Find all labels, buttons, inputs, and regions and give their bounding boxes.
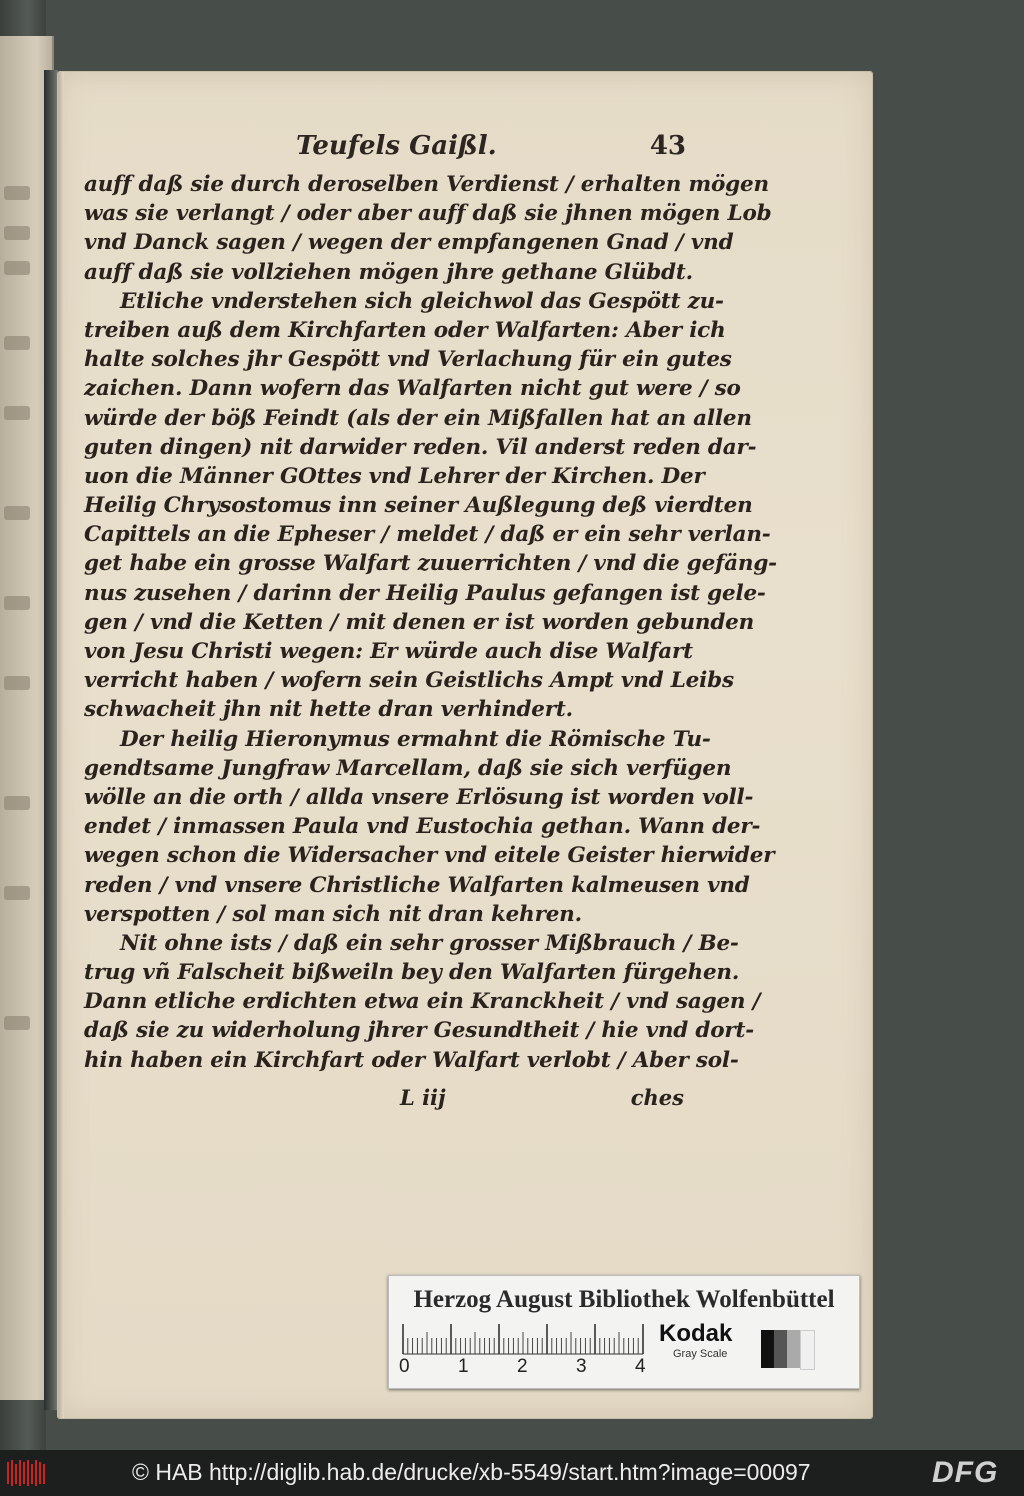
- ruler-number: 1: [458, 1356, 469, 1377]
- ruler-numbers: [399, 1356, 669, 1378]
- signature-mark: L iij: [400, 1085, 446, 1110]
- kodak-logo: Kodak: [659, 1320, 733, 1347]
- text-line: was sie verlangt / oder aber auff daß sie jhnen mögen Lob: [84, 201, 772, 227]
- text-line: zaichen. Dann wofern das Walfarten nicht gut were / so: [84, 376, 741, 402]
- text-line: verricht haben / wofern sein Geistlichs Ampt vnd Leibs: [84, 668, 734, 694]
- text-line: uon die Männer GOttes vnd Lehrer der Kirchen. Der: [84, 463, 705, 489]
- dfg-logo: DFG: [932, 1456, 999, 1489]
- text-line: würde der böß Feindt (als der ein Mißfallen hat an allen: [84, 405, 752, 431]
- text-line: daß sie zu widerholung jhrer Gesundtheit / hie vnd dort-: [84, 1018, 754, 1044]
- ruler-number: 0: [399, 1356, 410, 1377]
- text-line: schwacheit jhn nit hette dran verhindert.: [84, 697, 573, 723]
- text-line: Etliche vnderstehen sich gleichwol das Gespött zu-: [120, 288, 724, 314]
- text-line: get habe ein grosse Walfart zuuerrichten / vnd die gefäng-: [84, 551, 777, 577]
- hab-logo-icon: [6, 1458, 46, 1488]
- body-text: [84, 170, 777, 1075]
- catchword: ches: [630, 1085, 684, 1110]
- text-line: Heilig Chrysostomus inn seiner Außlegung deß vierdten: [84, 493, 753, 519]
- library-scale-card: [388, 1275, 860, 1389]
- ruler-number: 3: [576, 1356, 587, 1377]
- text-line: reden / vnd vnsere Christliche Walfarten kalmeusen vnd: [84, 872, 750, 898]
- bleed-mark: [4, 676, 30, 690]
- text-line: gendtsame Jungfraw Marcellam, daß sie sich verfügen: [84, 755, 732, 781]
- text-line: verspotten / sol man sich nit dran kehren.: [84, 901, 582, 927]
- text-line: trug vñ Falscheit bißweiln bey den Walfarten fürgehen.: [84, 960, 740, 986]
- book-gutter: [44, 70, 58, 1410]
- credit-bar: [0, 1450, 1024, 1496]
- bleed-mark: [4, 261, 30, 275]
- text-line: von Jesu Christi wegen: Er würde auch dise Walfart: [84, 639, 693, 664]
- page-footer: [400, 1085, 684, 1121]
- running-title: Teufels Gaißl.: [296, 131, 497, 161]
- ruler-number: 2: [517, 1356, 528, 1377]
- text-line: Capittels an die Epheser / meldet / daß er ein sehr verlan-: [84, 522, 771, 548]
- text-line: treiben auß dem Kirchfarten oder Walfarten: Aber ich: [84, 317, 726, 343]
- ruler-scale: [399, 1322, 649, 1356]
- kodak-gray-scale-label: Gray Scale: [673, 1348, 728, 1360]
- bleed-mark: [4, 506, 30, 520]
- text-line: Der heilig Hieronymus ermahnt die Römische Tu-: [120, 726, 711, 752]
- text-line: auff daß sie durch deroselben Verdienst / erhalten mögen: [84, 172, 769, 197]
- text-line: guten dingen) nit darwider reden. Vil anderst reden dar-: [84, 434, 757, 460]
- text-line: halte solches jhr Gespött vnd Verlachung für ein gutes: [84, 347, 732, 373]
- gray-scale-patches: [761, 1330, 815, 1368]
- bleed-mark: [4, 596, 30, 610]
- text-line: auff daß sie vollziehen mögen jhre gethane Glübdt.: [84, 259, 693, 285]
- text-line: nus zusehen / darinn der Heilig Paulus gefangen ist gele-: [84, 580, 766, 606]
- page-number: 43: [649, 131, 686, 161]
- text-line: gen / vnd die Ketten / mit denen er ist worden gebunden: [84, 609, 755, 635]
- library-name: Herzog August Bibliothek Wolfenbüttel: [413, 1286, 835, 1313]
- gray-patch: [787, 1330, 800, 1368]
- text-line: endet / inmassen Paula vnd Eustochia gethan. Wann der-: [84, 814, 761, 840]
- bleed-mark: [4, 336, 30, 350]
- bleed-mark: [4, 186, 30, 200]
- gray-patch: [774, 1330, 787, 1368]
- gray-patch: [761, 1330, 774, 1368]
- credit-text[interactable]: © HAB http://diglib.hab.de/drucke/xb-5549/start.htm?image=00097: [132, 1459, 811, 1485]
- text-line: wegen schon die Widersacher vnd eitele Geister hierwider: [84, 843, 775, 869]
- bleed-mark: [4, 1016, 30, 1030]
- bleed-mark: [4, 226, 30, 240]
- page-header: [296, 131, 686, 167]
- gray-patch: [800, 1330, 815, 1370]
- bleed-mark: [4, 406, 30, 420]
- text-line: hin haben ein Kirchfart oder Walfart verlobt / Aber sol-: [84, 1047, 739, 1073]
- text-line: Nit ohne ists / daß ein sehr grosser Mißbrauch / Be-: [120, 930, 739, 956]
- text-line: wölle an die orth / allda vnsere Erlösung ist worden voll-: [84, 784, 754, 810]
- ruler-number: 4: [635, 1356, 646, 1377]
- page-inner-edge: [58, 72, 64, 1418]
- bleed-mark: [4, 796, 30, 810]
- text-line: vnd Danck sagen / wegen der empfangenen Gnad / vnd: [84, 230, 734, 256]
- text-line: Dann etliche erdichten etwa ein Kranckheit / vnd sagen /: [84, 989, 761, 1015]
- bleed-mark: [4, 886, 30, 900]
